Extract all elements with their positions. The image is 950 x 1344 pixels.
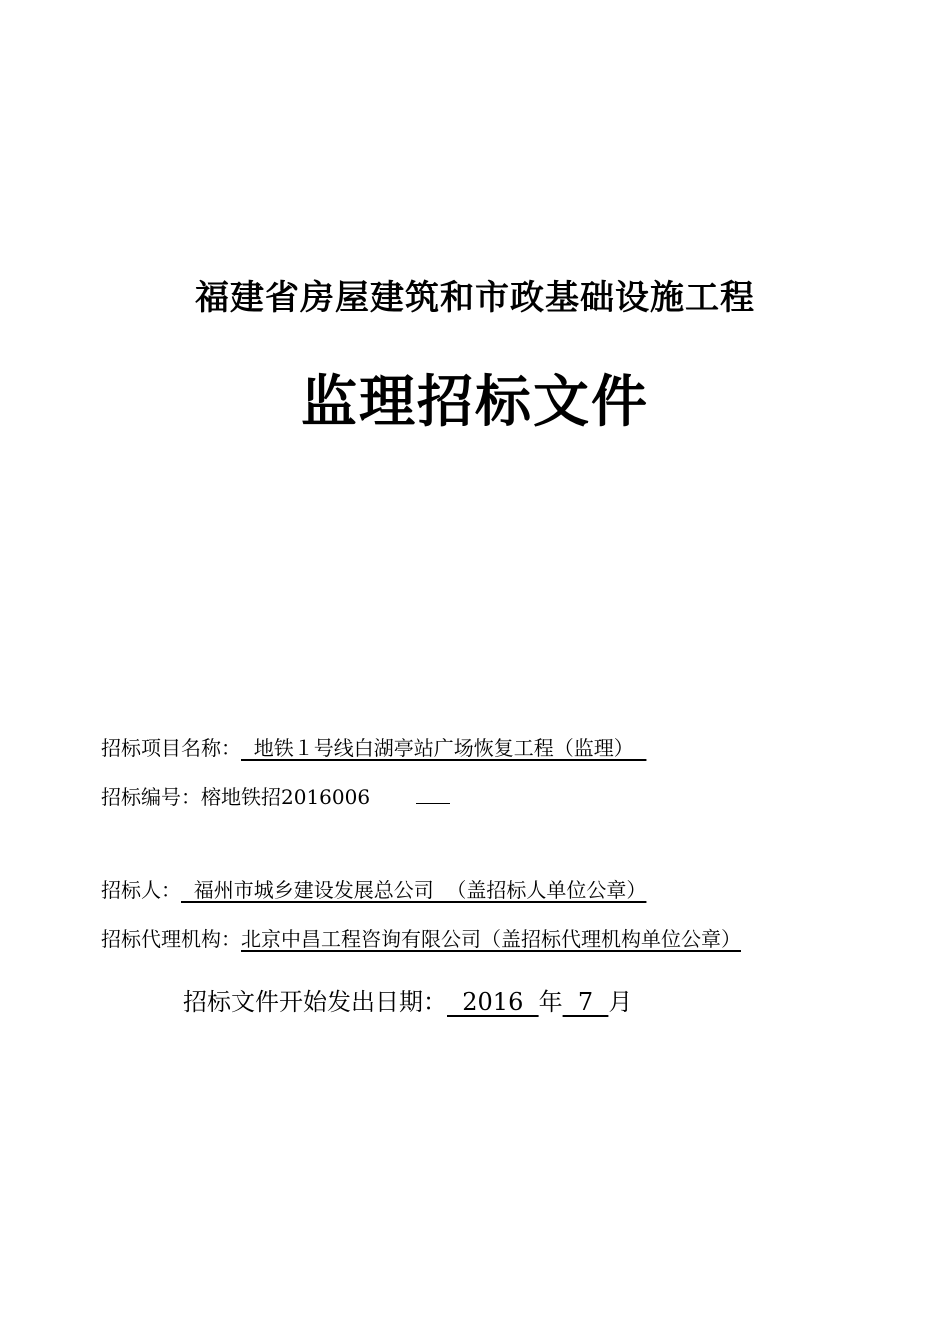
project-name-value: 地铁１号线白湖亭站广场恢复工程（监理） [241,736,647,760]
agency-label: 招标代理机构： [101,927,241,951]
issue-date-year-unit: 年 [538,988,563,1016]
document-title-line2: 监理招标文件 [301,370,649,435]
project-name-row [101,734,646,762]
issue-date-label: 招标文件开始发出日期： [183,988,447,1016]
tender-number-value: 榕地铁招2016006 [201,785,371,809]
tenderer-value: 福州市城乡建设发展总公司 （盖招标人单位公章） [181,878,647,902]
tender-number-blank-line [416,783,450,804]
tender-number-label: 招标编号： [101,785,201,809]
tenderer-row [101,876,646,904]
issue-date-month: 7 [562,988,609,1016]
agency-value: 北京中昌工程咨询有限公司（盖招标代理机构单位公章） [241,927,741,951]
tender-number-row [101,783,450,811]
document-title-line1: 福建省房屋建筑和市政基础设施工程 [195,278,755,318]
project-name-label: 招标项目名称： [101,736,241,760]
issue-date-year: 2016 [447,988,539,1016]
issue-date-row [183,986,632,1018]
tenderer-label: 招标人： [101,878,181,902]
agency-row [101,925,741,953]
issue-date-month-unit: 月 [608,988,633,1016]
